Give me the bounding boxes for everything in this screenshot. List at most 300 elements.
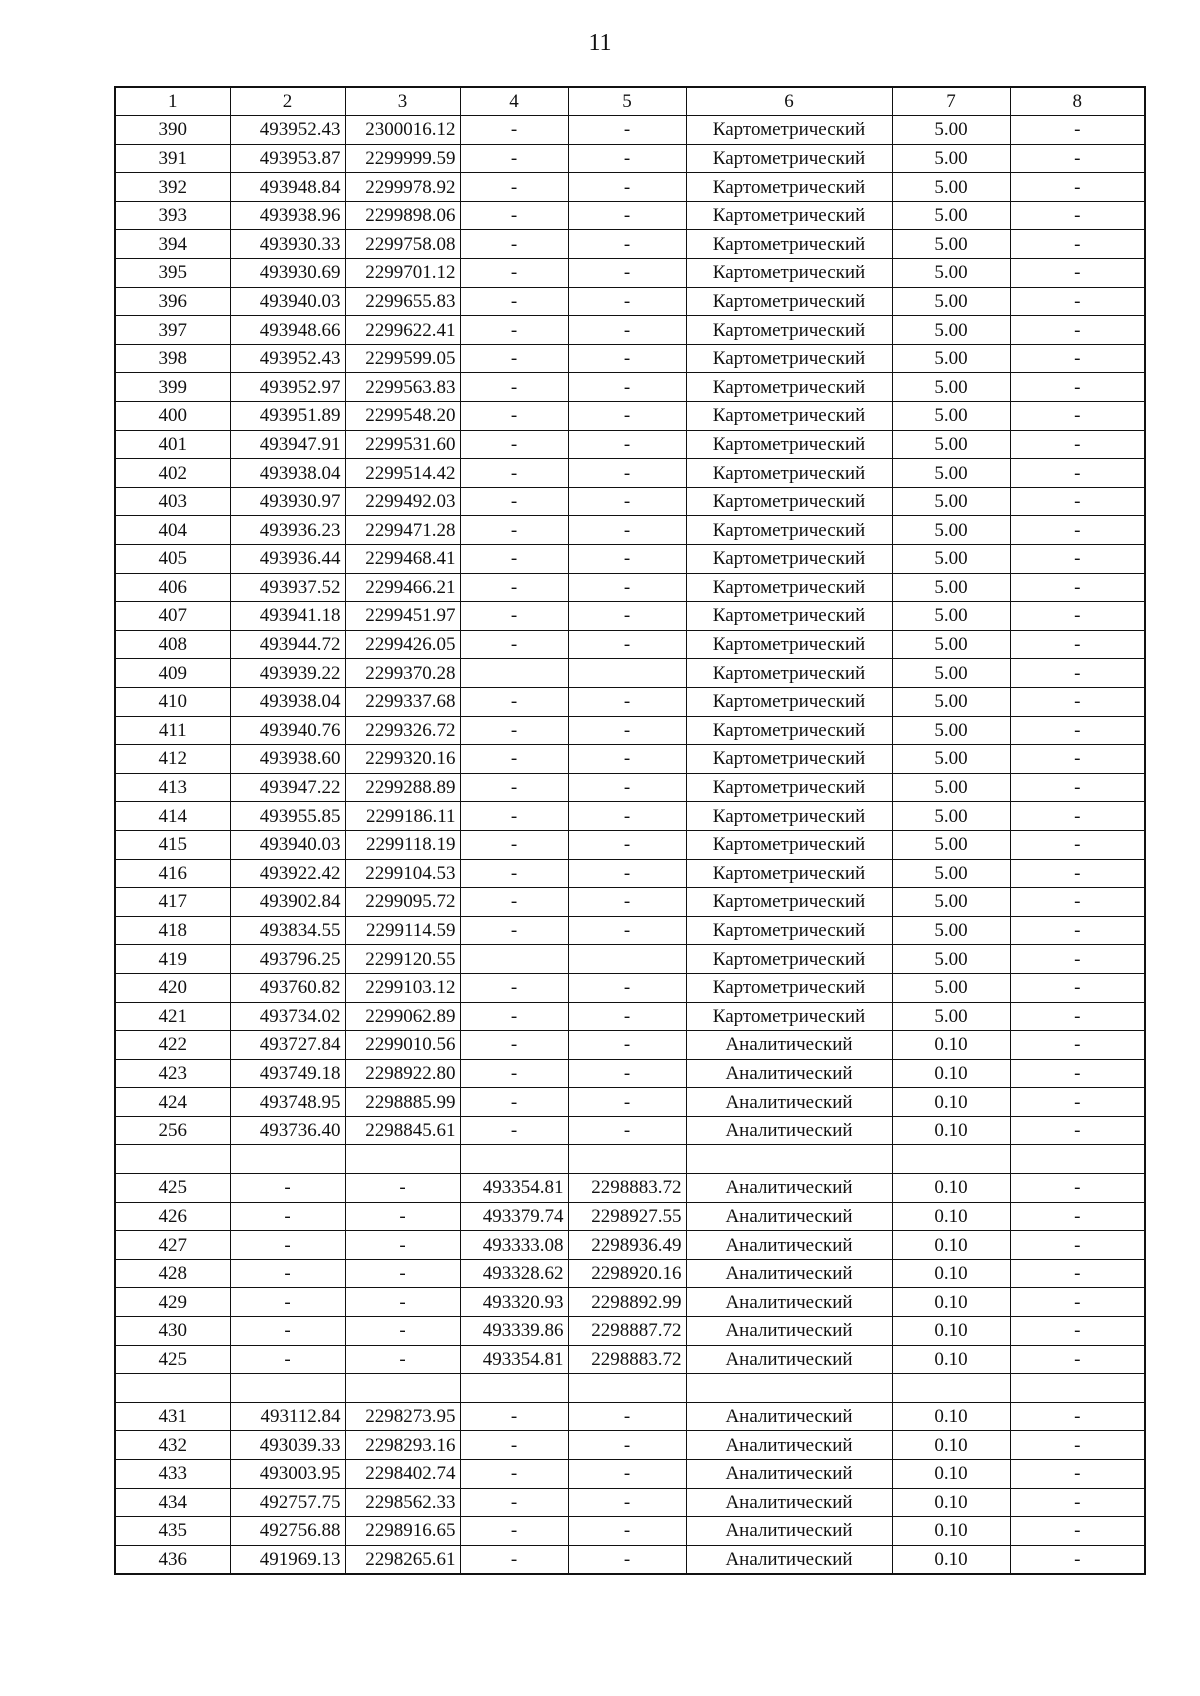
table-cell: 5.00	[892, 802, 1010, 831]
table-cell: -	[568, 287, 686, 316]
column-header: 6	[686, 87, 892, 116]
table-cell: -	[1010, 659, 1145, 688]
table-cell: Картометрический	[686, 230, 892, 259]
table-cell: Картометрический	[686, 1002, 892, 1031]
table-cell: -	[460, 287, 568, 316]
table-cell: 5.00	[892, 945, 1010, 974]
table-cell: 0.10	[892, 1231, 1010, 1260]
table-cell: 2299492.03	[345, 487, 460, 516]
table-cell: 392	[115, 173, 230, 202]
table-cell: -	[1010, 1345, 1145, 1374]
table-cell: -	[460, 745, 568, 774]
table-cell: 5.00	[892, 459, 1010, 488]
table-cell: 493749.18	[230, 1059, 345, 1088]
table-cell: -	[1010, 516, 1145, 545]
table-cell: Картометрический	[686, 687, 892, 716]
table-cell: Картометрический	[686, 344, 892, 373]
table-cell: 493939.22	[230, 659, 345, 688]
table-row	[115, 516, 1145, 545]
table-cell: 396	[115, 287, 230, 316]
table-cell: -	[1010, 945, 1145, 974]
table-row	[115, 487, 1145, 516]
table-cell: -	[568, 316, 686, 345]
table-cell: 2299701.12	[345, 259, 460, 288]
table-cell: -	[460, 773, 568, 802]
table-cell: 493947.22	[230, 773, 345, 802]
table-cell: 5.00	[892, 373, 1010, 402]
table-cell: 426	[115, 1202, 230, 1231]
table-row	[115, 144, 1145, 173]
table-cell: -	[460, 888, 568, 917]
table-cell: -	[1010, 1059, 1145, 1088]
table-cell: 404	[115, 516, 230, 545]
table-row	[115, 1431, 1145, 1460]
table-cell: 2298273.95	[345, 1402, 460, 1431]
table-row	[115, 945, 1145, 974]
table-cell: 5.00	[892, 659, 1010, 688]
table-cell: Картометрический	[686, 973, 892, 1002]
table-cell: 5.00	[892, 630, 1010, 659]
table-cell: 2298562.33	[345, 1488, 460, 1517]
table-cell: -	[1010, 1231, 1145, 1260]
table-cell: -	[1010, 773, 1145, 802]
table-row	[115, 259, 1145, 288]
table-cell: 5.00	[892, 716, 1010, 745]
table-cell: Аналитический	[686, 1288, 892, 1317]
table-cell: -	[460, 973, 568, 1002]
table-row	[115, 1460, 1145, 1489]
table-cell: 493930.33	[230, 230, 345, 259]
table-cell: -	[345, 1231, 460, 1260]
table-cell: Картометрический	[686, 830, 892, 859]
table-cell: -	[230, 1231, 345, 1260]
table-cell: 2298916.65	[345, 1517, 460, 1546]
table-cell: 5.00	[892, 687, 1010, 716]
table-cell: -	[568, 201, 686, 230]
table-cell: 493930.97	[230, 487, 345, 516]
table-cell: 2298883.72	[568, 1174, 686, 1203]
table-cell: 493948.84	[230, 173, 345, 202]
table-cell: Картометрический	[686, 773, 892, 802]
table-cell: 2298885.99	[345, 1088, 460, 1117]
table-cell: 5.00	[892, 402, 1010, 431]
table-cell: 493902.84	[230, 888, 345, 917]
table-cell: 416	[115, 859, 230, 888]
table-cell: 402	[115, 459, 230, 488]
table-cell: 0.10	[892, 1488, 1010, 1517]
table-cell: 2298887.72	[568, 1317, 686, 1346]
table-cell: Аналитический	[686, 1317, 892, 1346]
table-cell: -	[568, 173, 686, 202]
table-cell: Картометрический	[686, 516, 892, 545]
table-cell: 0.10	[892, 1545, 1010, 1574]
table-cell: 5.00	[892, 602, 1010, 631]
table-row	[115, 659, 1145, 688]
table-row	[115, 1374, 1145, 1403]
table-cell: 493379.74	[460, 1202, 568, 1231]
table-row	[115, 344, 1145, 373]
table-cell	[345, 1145, 460, 1174]
table-cell: 433	[115, 1460, 230, 1489]
table-cell: -	[1010, 1288, 1145, 1317]
table-cell: 5.00	[892, 344, 1010, 373]
table-cell: 493938.04	[230, 687, 345, 716]
column-header: 5	[568, 87, 686, 116]
table-cell: 0.10	[892, 1431, 1010, 1460]
table-cell: 429	[115, 1288, 230, 1317]
table-cell: 493003.95	[230, 1460, 345, 1489]
table-cell: 493333.08	[460, 1231, 568, 1260]
table-cell: -	[1010, 430, 1145, 459]
table-cell: -	[1010, 1431, 1145, 1460]
table-cell: Аналитический	[686, 1088, 892, 1117]
table-cell: -	[1010, 230, 1145, 259]
table-cell: -	[568, 144, 686, 173]
table-cell: 493834.55	[230, 916, 345, 945]
table-cell: 403	[115, 487, 230, 516]
table-cell: -	[460, 602, 568, 631]
table-cell: 2299471.28	[345, 516, 460, 545]
table-cell: -	[1010, 1002, 1145, 1031]
table-cell: -	[568, 745, 686, 774]
table-cell: -	[568, 859, 686, 888]
table-cell: 412	[115, 745, 230, 774]
table-cell: -	[568, 402, 686, 431]
table-cell: 493922.42	[230, 859, 345, 888]
table-cell: 5.00	[892, 973, 1010, 1002]
table-cell: -	[460, 516, 568, 545]
table-cell: -	[460, 230, 568, 259]
table-row	[115, 1174, 1145, 1203]
table-cell: Аналитический	[686, 1402, 892, 1431]
table-cell: -	[568, 1116, 686, 1145]
table-cell: 5.00	[892, 144, 1010, 173]
table-cell	[1010, 1145, 1145, 1174]
table-cell: -	[345, 1317, 460, 1346]
table-cell: 436	[115, 1545, 230, 1574]
table-cell	[230, 1145, 345, 1174]
table-cell: -	[460, 1460, 568, 1489]
table-cell: 422	[115, 1031, 230, 1060]
table-cell: -	[1010, 802, 1145, 831]
table-cell: -	[568, 516, 686, 545]
table-cell: -	[1010, 630, 1145, 659]
table-cell: -	[1010, 344, 1145, 373]
table-cell: -	[568, 1002, 686, 1031]
table-cell: -	[460, 430, 568, 459]
table-cell: Аналитический	[686, 1259, 892, 1288]
table-row	[115, 802, 1145, 831]
table-row	[115, 1402, 1145, 1431]
table-cell: -	[345, 1288, 460, 1317]
table-cell	[686, 1374, 892, 1403]
table-cell: 493354.81	[460, 1174, 568, 1203]
table-cell: -	[460, 459, 568, 488]
table-row	[115, 1116, 1145, 1145]
table-cell: -	[1010, 745, 1145, 774]
table-cell: 2299370.28	[345, 659, 460, 688]
table-cell: -	[460, 716, 568, 745]
table-cell: 398	[115, 344, 230, 373]
table-cell: Картометрический	[686, 745, 892, 774]
table-cell: Аналитический	[686, 1116, 892, 1145]
table-cell: Аналитический	[686, 1345, 892, 1374]
table-cell: 428	[115, 1259, 230, 1288]
table-cell: 5.00	[892, 287, 1010, 316]
table-cell: -	[460, 402, 568, 431]
table-cell: 2299326.72	[345, 716, 460, 745]
table-cell: 493955.85	[230, 802, 345, 831]
table-cell: -	[460, 1517, 568, 1546]
table-cell: -	[568, 573, 686, 602]
table-cell: -	[460, 802, 568, 831]
table-cell: 2298892.99	[568, 1288, 686, 1317]
table-row	[115, 830, 1145, 859]
table-cell	[230, 1374, 345, 1403]
table-cell	[568, 1145, 686, 1174]
table-row	[115, 1317, 1145, 1346]
table-cell: 493952.97	[230, 373, 345, 402]
table-cell: 399	[115, 373, 230, 402]
table-cell: 424	[115, 1088, 230, 1117]
table-cell: 493940.03	[230, 830, 345, 859]
table-cell: -	[460, 1402, 568, 1431]
table-cell	[115, 1145, 230, 1174]
table-cell: 0.10	[892, 1345, 1010, 1374]
table-cell: -	[568, 1088, 686, 1117]
table-cell: -	[568, 773, 686, 802]
table-cell: 408	[115, 630, 230, 659]
table-cell: 409	[115, 659, 230, 688]
table-cell: 2299062.89	[345, 1002, 460, 1031]
table-cell: -	[460, 573, 568, 602]
table-row	[115, 1002, 1145, 1031]
table-cell: Аналитический	[686, 1431, 892, 1460]
table-cell: 2298920.16	[568, 1259, 686, 1288]
table-cell: -	[460, 1002, 568, 1031]
table-cell: -	[460, 144, 568, 173]
table-cell: 2299999.59	[345, 144, 460, 173]
table-cell: 5.00	[892, 573, 1010, 602]
table-cell: Картометрический	[686, 945, 892, 974]
table-cell: 491969.13	[230, 1545, 345, 1574]
table-cell: -	[460, 259, 568, 288]
table-cell: 417	[115, 888, 230, 917]
table-cell: 5.00	[892, 545, 1010, 574]
table-cell: Картометрический	[686, 487, 892, 516]
table-cell: -	[1010, 973, 1145, 1002]
table-cell: -	[230, 1345, 345, 1374]
table-cell: 5.00	[892, 259, 1010, 288]
table-cell: 0.10	[892, 1517, 1010, 1546]
table-header-row	[115, 87, 1145, 116]
table-cell: -	[568, 1059, 686, 1088]
table-cell: -	[1010, 888, 1145, 917]
table-cell	[568, 945, 686, 974]
table-cell: 393	[115, 201, 230, 230]
table-cell: 2299095.72	[345, 888, 460, 917]
column-header: 8	[1010, 87, 1145, 116]
table-cell: Картометрический	[686, 659, 892, 688]
table-cell: Картометрический	[686, 716, 892, 745]
table-cell: 493951.89	[230, 402, 345, 431]
table-cell: -	[568, 973, 686, 1002]
table-row	[115, 287, 1145, 316]
table-cell: -	[460, 1031, 568, 1060]
table-row	[115, 201, 1145, 230]
table-cell: 406	[115, 573, 230, 602]
table-cell: -	[1010, 1031, 1145, 1060]
table-cell: Картометрический	[686, 630, 892, 659]
table-cell: Картометрический	[686, 173, 892, 202]
table-cell: Картометрический	[686, 259, 892, 288]
table-cell: 2299466.21	[345, 573, 460, 602]
table-cell: 493112.84	[230, 1402, 345, 1431]
table-cell: -	[460, 316, 568, 345]
table-cell: -	[1010, 1202, 1145, 1231]
table-cell: 493940.76	[230, 716, 345, 745]
table-cell: 419	[115, 945, 230, 974]
table-row	[115, 888, 1145, 917]
table-cell: 2299337.68	[345, 687, 460, 716]
table-cell: -	[1010, 144, 1145, 173]
table-cell	[345, 1374, 460, 1403]
table-cell: 432	[115, 1431, 230, 1460]
table-cell: 493938.04	[230, 459, 345, 488]
table-cell: -	[1010, 1174, 1145, 1203]
table-cell: -	[345, 1202, 460, 1231]
table-cell: 2298845.61	[345, 1116, 460, 1145]
table-cell: -	[568, 916, 686, 945]
table-cell: 2299426.05	[345, 630, 460, 659]
table-cell: Картометрический	[686, 459, 892, 488]
table-cell: 493734.02	[230, 1002, 345, 1031]
table-cell: 492756.88	[230, 1517, 345, 1546]
table-cell: 2299599.05	[345, 344, 460, 373]
table-cell: 2299104.53	[345, 859, 460, 888]
table-row	[115, 1202, 1145, 1231]
table-cell: -	[1010, 1116, 1145, 1145]
table-cell: -	[568, 1431, 686, 1460]
table-cell: -	[230, 1174, 345, 1203]
table-cell: 5.00	[892, 487, 1010, 516]
table-cell: 2298883.72	[568, 1345, 686, 1374]
table-cell: -	[1010, 316, 1145, 345]
table-cell: -	[230, 1259, 345, 1288]
table-cell: Картометрический	[686, 287, 892, 316]
table-cell: 5.00	[892, 888, 1010, 917]
table-cell: -	[230, 1288, 345, 1317]
table-cell: 5.00	[892, 916, 1010, 945]
table-cell	[115, 1374, 230, 1403]
table-cell: Аналитический	[686, 1031, 892, 1060]
table-body	[115, 116, 1145, 1574]
table-cell: 0.10	[892, 1116, 1010, 1145]
table-cell: 5.00	[892, 830, 1010, 859]
table-cell: 2298402.74	[345, 1460, 460, 1489]
table-cell: -	[345, 1259, 460, 1288]
table-cell: 2299655.83	[345, 287, 460, 316]
table-cell: -	[1010, 916, 1145, 945]
table-row	[115, 1059, 1145, 1088]
table-cell: 2299978.92	[345, 173, 460, 202]
table-cell: -	[1010, 1460, 1145, 1489]
table-cell: -	[345, 1345, 460, 1374]
table-cell: 2298265.61	[345, 1545, 460, 1574]
table-cell: 493736.40	[230, 1116, 345, 1145]
table-cell: 2299118.19	[345, 830, 460, 859]
table-cell: 0.10	[892, 1288, 1010, 1317]
table-cell: 493938.96	[230, 201, 345, 230]
table-cell: -	[460, 373, 568, 402]
table-cell: 493944.72	[230, 630, 345, 659]
table-cell: 2299120.55	[345, 945, 460, 974]
table-row	[115, 1488, 1145, 1517]
table-cell: -	[460, 1545, 568, 1574]
table-cell: -	[568, 802, 686, 831]
table-cell: 5.00	[892, 173, 1010, 202]
table-cell: 2299186.11	[345, 802, 460, 831]
table-row	[115, 1088, 1145, 1117]
table-cell: 493354.81	[460, 1345, 568, 1374]
table-cell: 2299288.89	[345, 773, 460, 802]
table-cell: Картометрический	[686, 802, 892, 831]
table-cell: 5.00	[892, 116, 1010, 145]
coordinates-table	[114, 86, 1146, 1575]
table-cell: -	[460, 916, 568, 945]
table-cell: 493947.91	[230, 430, 345, 459]
table-cell: -	[1010, 545, 1145, 574]
column-header: 1	[115, 87, 230, 116]
table-cell: Картометрический	[686, 859, 892, 888]
table-cell: 400	[115, 402, 230, 431]
table-cell: 2299622.41	[345, 316, 460, 345]
table-cell: -	[1010, 687, 1145, 716]
table-cell: Картометрический	[686, 316, 892, 345]
table-cell: -	[1010, 201, 1145, 230]
table-cell: 5.00	[892, 773, 1010, 802]
table-cell: 2299514.42	[345, 459, 460, 488]
table-cell: 0.10	[892, 1088, 1010, 1117]
table-cell: Картометрический	[686, 916, 892, 945]
table-cell: Картометрический	[686, 430, 892, 459]
table-cell: 0.10	[892, 1259, 1010, 1288]
column-header: 7	[892, 87, 1010, 116]
table-cell: 5.00	[892, 745, 1010, 774]
table-cell: 493760.82	[230, 973, 345, 1002]
table-cell: 5.00	[892, 430, 1010, 459]
table-cell: 414	[115, 802, 230, 831]
table-cell: 0.10	[892, 1202, 1010, 1231]
table-cell: -	[568, 459, 686, 488]
table-cell: 0.10	[892, 1031, 1010, 1060]
table-row	[115, 316, 1145, 345]
table-cell: 493938.60	[230, 745, 345, 774]
table-cell: -	[1010, 373, 1145, 402]
table-cell: -	[460, 201, 568, 230]
table-cell: 425	[115, 1174, 230, 1203]
table-cell: 493936.23	[230, 516, 345, 545]
table-cell: -	[460, 545, 568, 574]
table-cell: -	[1010, 1517, 1145, 1546]
table-cell: Аналитический	[686, 1460, 892, 1489]
table-cell: -	[1010, 1545, 1145, 1574]
table-cell: -	[460, 487, 568, 516]
table-cell: 0.10	[892, 1059, 1010, 1088]
table-cell	[460, 659, 568, 688]
table-cell: Аналитический	[686, 1545, 892, 1574]
column-header: 3	[345, 87, 460, 116]
